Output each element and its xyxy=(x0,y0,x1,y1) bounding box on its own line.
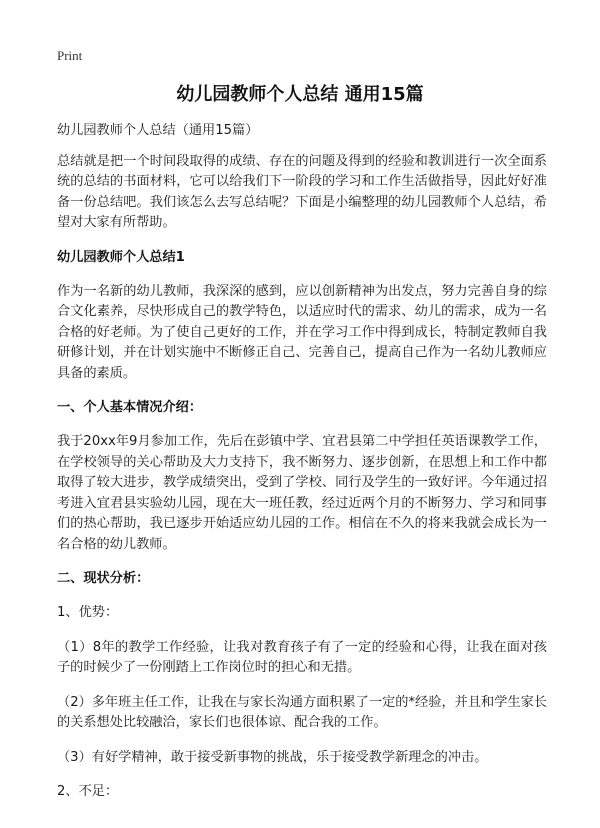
basic-info-paragraph: 我于20xx年9月参加工作，先后在彭镇中学、宜君县第二中学担任英语课教学工作，在学校领导的关心帮助及大力支持下，我不断努力、逐步创新，在思想上和工作中都取得了较大进步，教学成绩突出，受到了学校、同行及学生的一致好评。今年通过招考进入宜君县实验幼儿园，现在大一班任教，经过近两个月的不断努力、学习和同事们的热心帮助，我已逐步开始适应幼儿园的工作。相信在不久的将来我就会成长为一名合格的幼儿教师。 xyxy=(57,434,547,552)
intro-paragraph: 总结就是把一个时间段取得的成绩、存在的问题及得到的经验和教训进行一次全面系统的总结的书面材料，它可以给我们下一阶段的学习和工作生活做指导，因此好好准备一份总结吧。我们该怎么去写总结呢？下面是小编整理的幼儿园教师个人总结，希望对大家有所帮助。 xyxy=(57,153,547,230)
page-title: 幼儿园教师个人总结 通用15篇 xyxy=(176,84,424,105)
subtitle: 幼儿园教师个人总结（通用15篇） xyxy=(57,123,259,138)
article-body xyxy=(57,121,547,817)
heading-basic-info: 一、个人基本情况介绍： xyxy=(57,400,203,415)
advantage-item-3: （3）有好学精神，敢于接受新事物的挑战，乐于接受教学新理念的冲击。 xyxy=(57,749,488,765)
advantage-item-1: （1）8年的教学工作经验，让我对教育孩子有了一定的经验和心得，让我在面对孩子的时候少了一份刚踏上工作岗位时的担心和无措。 xyxy=(57,639,547,675)
section-1-paragraph: 作为一名新的幼儿教师，我深深的感到，应以创新精神为出发点，努力完善自身的综合文化素养，尽快形成自己的教学特色，以适应时代的需求、幼儿的需求，成为一名合格的好老师。为了使自己更好的工作，并在学习工作中得到成长，特制定教师自我研修计划，并在计划实施中不断修正自己、完善自己，提高自己作为一名幼儿教师应具备的素质。 xyxy=(57,283,547,381)
section-heading-1: 幼儿园教师个人总结1 xyxy=(57,249,185,265)
advantage-item-2: （2）多年班主任工作，让我在与家长沟通方面积累了一定的*经验，并且和学生家长的关系想处比较融洽，家长们也很体谅、配合我的工作。 xyxy=(57,694,547,730)
shortcomings-label: 2、不足： xyxy=(57,784,119,799)
heading-status-analysis: 二、现状分析： xyxy=(57,571,150,586)
print-label[interactable]: Print xyxy=(57,48,83,63)
advantages-label: 1、优势： xyxy=(57,605,119,620)
